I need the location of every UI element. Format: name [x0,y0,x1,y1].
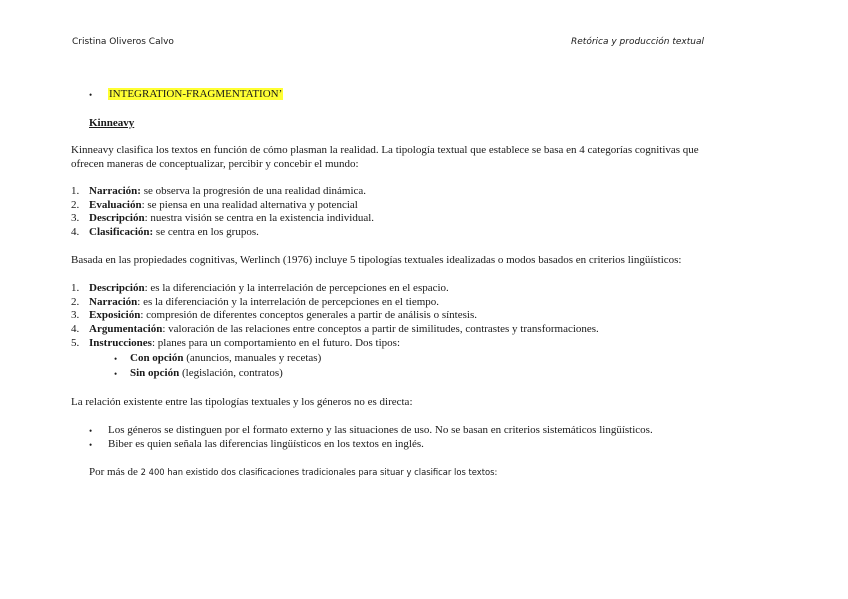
highlighted-title: INTEGRATION-FRAGMENTATION’ [109,88,283,100]
bullet-icon: • [89,426,93,436]
section-title [108,87,283,101]
closing-line: Por más de 2 400 han existido dos clasificaciones tradicionales para situar y clasificar los textos: [89,466,498,478]
relation-intro: La relación existente entre las tipologías textuales y los géneros no es directa: [71,396,413,408]
bullet-icon: • [89,440,93,450]
header-course: Retórica y producción textual [571,37,704,47]
intro-line-1: Kinneavy clasifica los textos en función de cómo plasman la realidad. La tipología textual que establece se basa en 4 categorías cognitivas que [71,144,699,156]
header-author: Cristina Oliveros Calvo [72,37,174,47]
werlich-intro: Basada en las propiedades cognitivas, Werlinch (1976) incluye 5 tipologías textuales idealizadas o modos basados en criterios lingüísticos: [71,254,682,266]
bullet-icon: • [89,90,93,100]
bullet-icon: • [114,354,118,364]
subheading-kinneavy: Kinneavy [89,117,135,129]
intro-line-2: ofrecen maneras de conceptualizar, percibir y concebir el mundo: [71,158,359,170]
bullet-icon: • [114,369,118,379]
